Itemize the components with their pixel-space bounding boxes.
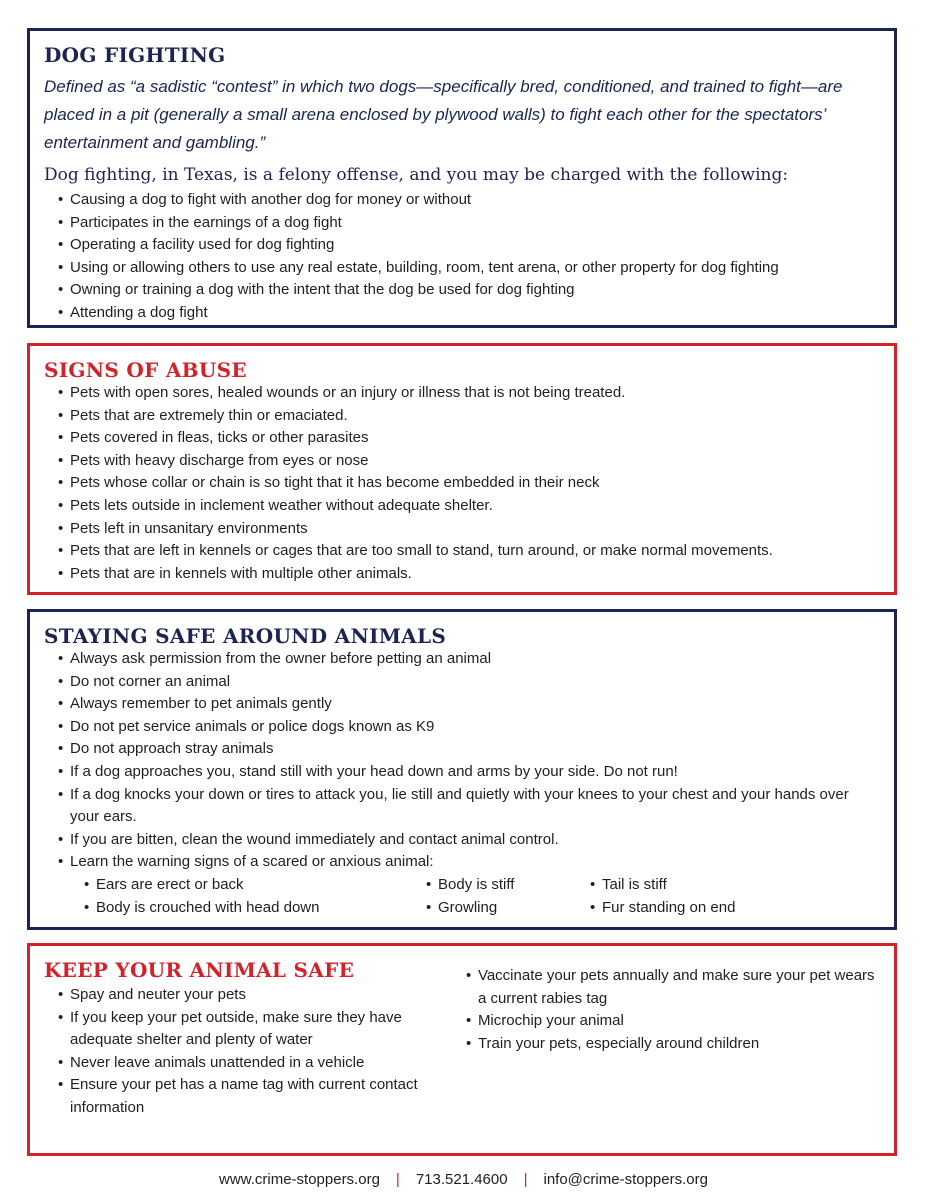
keep-safe-right-list: [466, 965, 880, 1055]
list-item: • Do not corner an animal: [58, 671, 880, 694]
list-item: • Pets lets outside in inclement weather without adequate shelter.: [58, 495, 880, 518]
list-item: • Participates in the earnings of a dog fight: [58, 212, 880, 235]
keep-safe-left-list: [44, 984, 466, 1120]
list-item: • Never leave animals unattended in a vehicle: [58, 1052, 466, 1075]
list-item: • Attending a dog fight: [58, 302, 880, 325]
section-title: KEEP YOUR ANIMAL SAFE: [44, 958, 355, 982]
list-item: • Do not approach stray animals: [58, 738, 880, 761]
list-item: • Operating a facility used for dog fighting: [58, 234, 880, 257]
email-link[interactable]: info@crime-stoppers.org: [543, 1171, 708, 1188]
keep-animal-safe-section: [27, 943, 897, 1156]
list-item: • Always remember to pet animals gently: [58, 693, 880, 716]
list-item: • Do not pet service animals or police dogs known as K9: [58, 716, 880, 739]
list-item: • Ensure your pet has a name tag with current contact information: [58, 1074, 466, 1119]
list-item: • Ears are erect or back: [84, 874, 426, 897]
list-item: • Tail is stiff: [590, 874, 790, 897]
list-item: • Using or allowing others to use any real estate, building, room, tent arena, or other property for dog fighting: [58, 257, 880, 280]
list-item: • Pets that are in kennels with multiple other animals.: [58, 563, 880, 586]
list-item: • Owning or training a dog with the intent that the dog be used for dog fighting: [58, 279, 880, 302]
list-item: • Pets that are extremely thin or emaciated.: [58, 405, 880, 428]
website-link[interactable]: www.crime-stoppers.org: [219, 1171, 380, 1188]
dog-fighting-section: [27, 28, 897, 328]
warning-signs-column: [590, 874, 790, 919]
list-item: • Pets that are left in kennels or cages that are too small to stand, turn around, or make normal movements.: [58, 540, 880, 563]
footer-separator: |: [395, 1171, 400, 1188]
definition-text: Defined as “a sadistic “contest” in which two dogs—specifically bred, conditioned, and trained to fight—are placed in a pit (generally a small arena enclosed by plywood walls) to fight each other for the spectators’ entertainment and gambling.”: [44, 77, 843, 152]
list-item: • If a dog knocks your down or tires to attack you, lie still and quietly with your knees to your chest and your hands over your ears.: [58, 784, 880, 829]
keep-safe-left-column: [44, 984, 466, 1120]
list-item: • Fur standing on end: [590, 897, 790, 920]
list-item: • Pets with open sores, healed wounds or an injury or illness that is not being treated.: [58, 382, 880, 405]
warning-signs-grid: [44, 874, 880, 919]
charges-list: [44, 189, 880, 325]
list-item: • Always ask permission from the owner before petting an animal: [58, 648, 880, 671]
section-title: SIGNS OF ABUSE: [44, 358, 247, 382]
list-item: • Microchip your animal: [466, 1010, 880, 1033]
safety-tips-list: [44, 648, 880, 874]
staying-safe-section: [27, 609, 897, 930]
section-subheading: Dog fighting, in Texas, is a felony offense, and you may be charged with the following:: [44, 165, 789, 185]
list-item: • Pets covered in fleas, ticks or other parasites: [58, 427, 880, 450]
list-item: • Pets left in unsanitary environments: [58, 518, 880, 541]
warning-signs-column: [84, 874, 426, 919]
list-item: • Growling: [426, 897, 590, 920]
footer-separator: |: [523, 1171, 528, 1188]
footer: [0, 1170, 927, 1190]
list-item: • Train your pets, especially around children: [466, 1033, 880, 1056]
list-item: • Body is stiff: [426, 874, 590, 897]
list-item: • If you keep your pet outside, make sure they have adequate shelter and plenty of water: [58, 1007, 466, 1052]
warning-signs-column: [426, 874, 590, 919]
keep-safe-right-column: [466, 965, 880, 1120]
list-item: • Spay and neuter your pets: [58, 984, 466, 1007]
abuse-signs-list: [44, 382, 880, 585]
list-item: • Pets with heavy discharge from eyes or nose: [58, 450, 880, 473]
list-item: • If you are bitten, clean the wound immediately and contact animal control.: [58, 829, 880, 852]
list-item: • Pets whose collar or chain is so tight that it has become embedded in their neck: [58, 472, 880, 495]
list-item: • Vaccinate your pets annually and make sure your pet wears a current rabies tag: [466, 965, 880, 1010]
list-item: • If a dog approaches you, stand still with your head down and arms by your side. Do not run!: [58, 761, 880, 784]
list-item: • Body is crouched with head down: [84, 897, 426, 920]
phone-number[interactable]: 713.521.4600: [415, 1171, 508, 1188]
signs-of-abuse-section: [27, 343, 897, 595]
section-title: DOG FIGHTING: [44, 43, 226, 67]
list-item: • Causing a dog to fight with another dog for money or without: [58, 189, 880, 212]
section-title: STAYING SAFE AROUND ANIMALS: [44, 624, 447, 648]
list-item: • Learn the warning signs of a scared or anxious animal:: [58, 851, 880, 874]
